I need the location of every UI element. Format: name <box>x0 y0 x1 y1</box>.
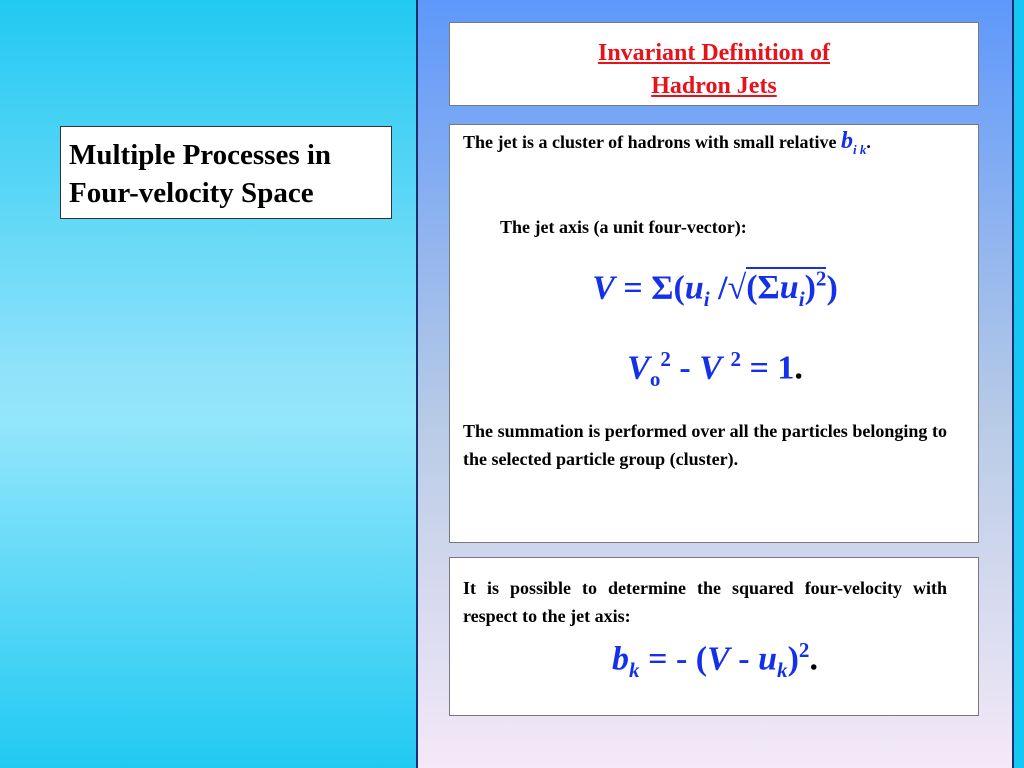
b-subscript: i k <box>852 141 867 157</box>
section-title-box <box>449 22 979 106</box>
bk-minus: - <box>729 640 759 678</box>
norm-sub-o: o <box>649 367 661 392</box>
formula-close: ) <box>804 269 816 307</box>
section-title-line1: Invariant Definition of <box>597 40 830 66</box>
left-panel-background <box>0 0 418 768</box>
norm-V2: V <box>699 349 722 387</box>
definition-box <box>449 124 979 543</box>
right-edge-strip <box>1012 0 1024 768</box>
slide-title-box <box>60 126 392 219</box>
norm-equals-one: = 1 <box>740 349 795 387</box>
norm-minus: - <box>670 349 700 387</box>
norm-V: V <box>627 349 650 387</box>
slide-title-line2: Four-velocity Space <box>69 177 314 209</box>
formula-slash-sqrt: /√ <box>709 269 747 307</box>
section-title-line2: Hadron Jets <box>651 73 777 99</box>
jet-axis-formula <box>450 267 980 312</box>
bk-eq: = - ( <box>639 640 708 678</box>
squared-velocity-box <box>449 557 979 716</box>
formula-sup-2: 2 <box>815 267 827 291</box>
summation-paragraph: The summation is performed over all the particles belonging to the selected particle group (cluster). <box>463 421 947 469</box>
norm-sup-2b: 2 <box>730 347 741 371</box>
bk-sup-2: 2 <box>798 638 810 662</box>
formula-open-sum: (Σ <box>746 269 780 307</box>
bk-V: V <box>707 640 730 678</box>
slide-title-line1: Multiple Processes in <box>69 139 332 171</box>
bk-close: ) <box>787 640 799 678</box>
norm-period: . <box>794 349 803 387</box>
definition-paragraph-1 <box>463 127 947 164</box>
bk-u: u <box>758 640 778 678</box>
formula-u2: u <box>779 269 799 307</box>
bk-sub-k2: k <box>777 658 788 683</box>
formula-eq-sum: = Σ( <box>614 269 685 307</box>
squared-velocity-paragraph: It is possible to determine the squared four-velocity with respect to the jet axis: <box>463 578 947 626</box>
formula-sub-i2: i <box>798 287 805 312</box>
norm-sup-2a: 2 <box>660 347 671 371</box>
sqrt-overline <box>746 267 827 312</box>
b-letter: b <box>840 128 853 154</box>
jet-axis-label: The jet axis (a unit four-vector): <box>500 217 747 237</box>
formula-u: u <box>684 269 704 307</box>
formula-sub-i: i <box>703 287 710 312</box>
formula-end-paren: ) <box>826 269 838 307</box>
bk-sub-k: k <box>629 658 640 683</box>
bk-formula <box>450 638 980 683</box>
period: . <box>866 132 871 152</box>
b-symbol <box>840 128 867 157</box>
formula-V: V <box>592 269 615 307</box>
norm-formula <box>450 347 980 392</box>
bk-period: . <box>809 640 818 678</box>
definition-text: The jet is a cluster of hadrons with small relative <box>463 132 837 152</box>
bk-b: b <box>612 640 630 678</box>
